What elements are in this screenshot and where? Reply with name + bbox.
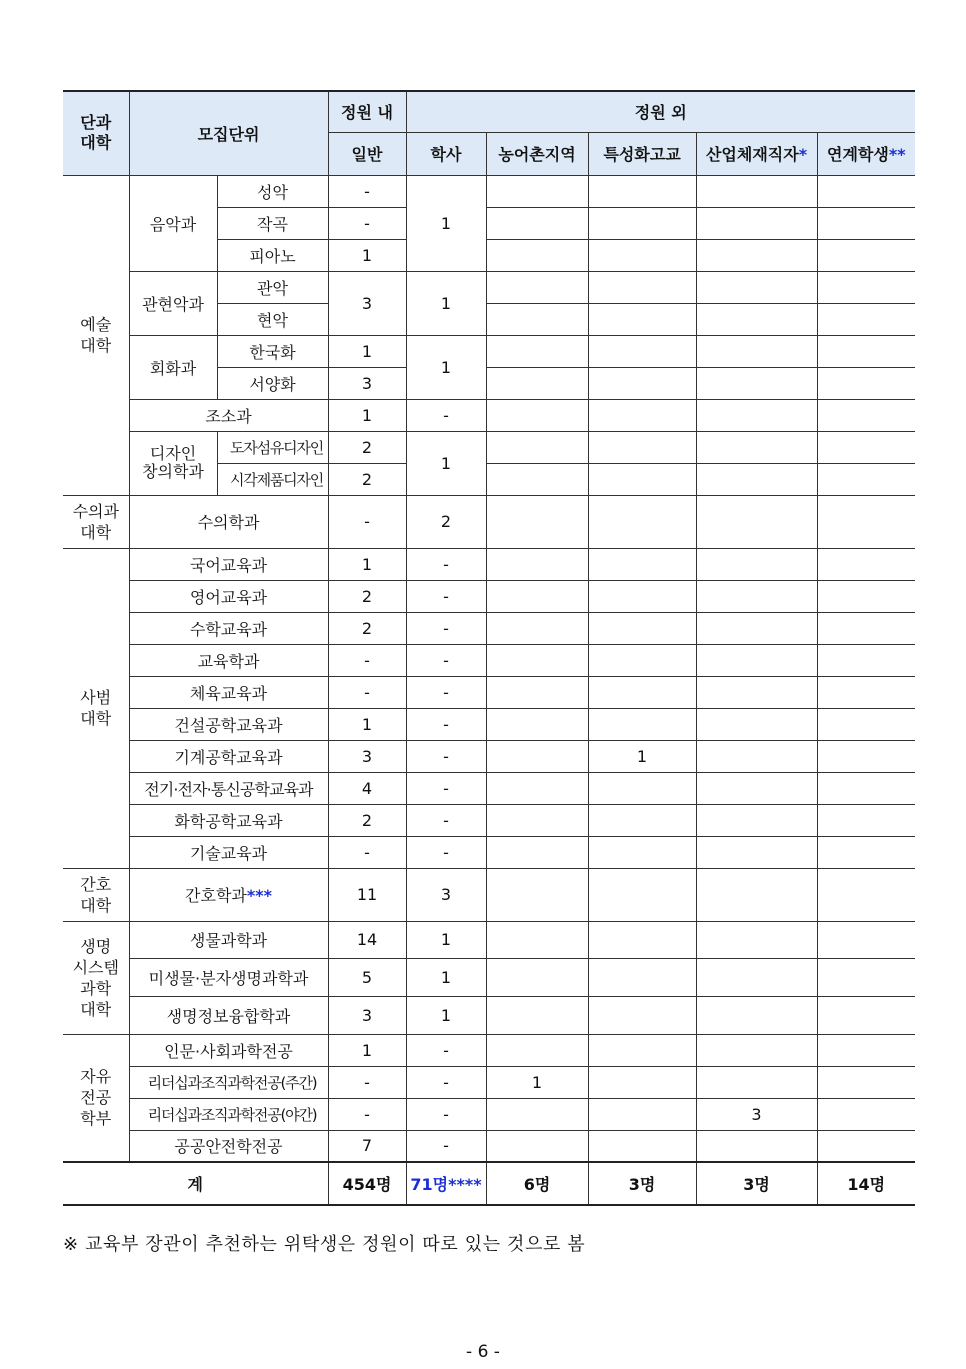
cell-bachelor: - bbox=[406, 580, 486, 612]
cell-general: 2 bbox=[328, 580, 406, 612]
subunit-piano: 피아노 bbox=[217, 239, 328, 271]
admission-quota-table bbox=[63, 90, 915, 1206]
cell-bachelor: - bbox=[406, 1034, 486, 1066]
unit-public-safety: 공공안전학전공 bbox=[129, 1130, 328, 1162]
subunit-vocal: 성악 bbox=[217, 175, 328, 207]
unit-electrical-edu: 전기·전자·통신공학교육과 bbox=[129, 772, 328, 804]
total-industrial: 3명 bbox=[696, 1162, 817, 1205]
table-row bbox=[63, 921, 915, 958]
cell-general: 3 bbox=[328, 367, 406, 399]
unit-chemical-edu: 화학공학교육과 bbox=[129, 804, 328, 836]
cell-general: 2 bbox=[328, 463, 406, 495]
unit-painting: 회화과 bbox=[129, 335, 217, 399]
table-row bbox=[63, 836, 915, 868]
table-row bbox=[63, 740, 915, 772]
table-row bbox=[63, 958, 915, 996]
cell-general: - bbox=[328, 1098, 406, 1130]
unit-music: 음악과 bbox=[129, 175, 217, 271]
cell-general: 3 bbox=[328, 996, 406, 1034]
total-general: 454명 bbox=[328, 1162, 406, 1205]
unit-mechanical-edu: 기계공학교육과 bbox=[129, 740, 328, 772]
unit-math-edu: 수학교육과 bbox=[129, 612, 328, 644]
college-free-major: 자유 전공 학부 bbox=[63, 1034, 129, 1162]
table-row bbox=[63, 495, 915, 548]
cell-general: - bbox=[328, 495, 406, 548]
cell-bachelor: - bbox=[406, 804, 486, 836]
cell-general: - bbox=[328, 836, 406, 868]
table-row bbox=[63, 804, 915, 836]
unit-leadership-day: 리더십과조직과학전공(주간) bbox=[129, 1066, 328, 1098]
unit-bioinformatics: 생명정보융합학과 bbox=[129, 996, 328, 1034]
cell-bachelor: 3 bbox=[406, 868, 486, 921]
unit-humanities: 인문·사회과학전공 bbox=[129, 1034, 328, 1066]
table-row bbox=[63, 1066, 915, 1098]
unit-vetmed: 수의학과 bbox=[129, 495, 328, 548]
total-bachelor: 71명**** bbox=[406, 1162, 486, 1205]
cell-general: 1 bbox=[328, 548, 406, 580]
unit-leadership-night: 리더십과조직과학전공(야간) bbox=[129, 1098, 328, 1130]
table-row bbox=[63, 1034, 915, 1066]
college-vet: 수의과 대학 bbox=[63, 495, 129, 548]
table-row bbox=[63, 996, 915, 1034]
cell-bachelor: 1 bbox=[406, 431, 486, 495]
table-row bbox=[63, 868, 915, 921]
subunit-string: 현악 bbox=[217, 303, 328, 335]
table-row bbox=[63, 335, 915, 367]
subunit-visual-design: 시각제품디자인 bbox=[217, 463, 328, 495]
total-label: 계 bbox=[63, 1162, 328, 1205]
cell-bachelor: 1 bbox=[406, 271, 486, 335]
cell-general: - bbox=[328, 676, 406, 708]
cell-general: 3 bbox=[328, 271, 406, 335]
cell-general: - bbox=[328, 1066, 406, 1098]
college-edu: 사범 대학 bbox=[63, 548, 129, 868]
cell-bachelor: - bbox=[406, 1098, 486, 1130]
unit-design: 디자인 창의학과 bbox=[129, 431, 217, 495]
page-number: - 6 - bbox=[466, 1342, 500, 1362]
cell-bachelor: - bbox=[406, 1130, 486, 1162]
cell-bachelor: - bbox=[406, 708, 486, 740]
unit-nursing: 간호학과*** bbox=[129, 868, 328, 921]
table-row bbox=[63, 1130, 915, 1162]
footnote: ※ 교육부 장관이 추천하는 위탁생은 정원이 따로 있는 것으로 봄 bbox=[63, 1234, 586, 1255]
subunit-wind: 관악 bbox=[217, 271, 328, 303]
cell-general: - bbox=[328, 175, 406, 207]
cell-bachelor: 1 bbox=[406, 175, 486, 271]
table-row bbox=[63, 708, 915, 740]
table-row bbox=[63, 612, 915, 644]
unit-biology: 생물과학과 bbox=[129, 921, 328, 958]
cell-general: 1 bbox=[328, 708, 406, 740]
cell-general: 14 bbox=[328, 921, 406, 958]
cell-rural: 1 bbox=[486, 1066, 588, 1098]
header-special-hs: 특성화고교 bbox=[588, 132, 696, 175]
cell-general: - bbox=[328, 207, 406, 239]
table-row bbox=[63, 431, 915, 463]
cell-bachelor: - bbox=[406, 399, 486, 431]
table-row bbox=[63, 580, 915, 612]
unit-microbiology: 미생물·분자생명과학과 bbox=[129, 958, 328, 996]
header-linked: 연계학생** bbox=[817, 132, 915, 175]
header-industrial: 산업체재직자* bbox=[696, 132, 817, 175]
cell-general: 7 bbox=[328, 1130, 406, 1162]
cell-general: 2 bbox=[328, 804, 406, 836]
cell-bachelor: 1 bbox=[406, 335, 486, 399]
cell-bachelor: 1 bbox=[406, 996, 486, 1034]
cell-bachelor: 1 bbox=[406, 921, 486, 958]
table-row bbox=[63, 271, 915, 303]
table-row bbox=[63, 1098, 915, 1130]
unit-construction-edu: 건설공학교육과 bbox=[129, 708, 328, 740]
total-row bbox=[63, 1162, 915, 1205]
cell-bachelor: - bbox=[406, 740, 486, 772]
cell-general: 5 bbox=[328, 958, 406, 996]
unit-pe-edu: 체육교육과 bbox=[129, 676, 328, 708]
unit-education: 교육학과 bbox=[129, 644, 328, 676]
cell-general: 1 bbox=[328, 399, 406, 431]
cell-bachelor: - bbox=[406, 612, 486, 644]
cell-bachelor: 1 bbox=[406, 958, 486, 996]
cell-industrial: 3 bbox=[696, 1098, 817, 1130]
cell-general: 3 bbox=[328, 740, 406, 772]
subunit-western-painting: 서양화 bbox=[217, 367, 328, 399]
cell-general: 1 bbox=[328, 1034, 406, 1066]
table-row bbox=[63, 676, 915, 708]
cell-bachelor: - bbox=[406, 1066, 486, 1098]
table-row bbox=[63, 772, 915, 804]
college-nursing: 간호 대학 bbox=[63, 868, 129, 921]
cell-general: 11 bbox=[328, 868, 406, 921]
cell-general: 2 bbox=[328, 431, 406, 463]
table-row bbox=[63, 548, 915, 580]
cell-bachelor: 2 bbox=[406, 495, 486, 548]
total-special-hs: 3명 bbox=[588, 1162, 696, 1205]
table-row bbox=[63, 399, 915, 431]
subunit-compose: 작곡 bbox=[217, 207, 328, 239]
unit-korean-edu: 국어교육과 bbox=[129, 548, 328, 580]
cell-bachelor: - bbox=[406, 548, 486, 580]
cell-bachelor: - bbox=[406, 836, 486, 868]
cell-bachelor: - bbox=[406, 772, 486, 804]
header-unit: 모집단위 bbox=[129, 91, 328, 175]
total-linked: 14명 bbox=[817, 1162, 915, 1205]
header-outside: 정원 외 bbox=[406, 91, 915, 132]
subunit-ceramic-design: 도자섬유디자인 bbox=[217, 431, 328, 463]
header-general: 일반 bbox=[328, 132, 406, 175]
unit-sculpture: 조소과 bbox=[129, 399, 328, 431]
header-rural: 농어촌지역 bbox=[486, 132, 588, 175]
subunit-korean-painting: 한국화 bbox=[217, 335, 328, 367]
cell-special-hs: 1 bbox=[588, 740, 696, 772]
header-college: 단과 대학 bbox=[63, 91, 129, 175]
table-row bbox=[63, 175, 915, 207]
header-bachelor: 학사 bbox=[406, 132, 486, 175]
unit-tech-edu: 기술교육과 bbox=[129, 836, 328, 868]
cell-general: - bbox=[328, 644, 406, 676]
college-life-sciences: 생명 시스템 과학 대학 bbox=[63, 921, 129, 1034]
cell-general: 4 bbox=[328, 772, 406, 804]
header-inside: 정원 내 bbox=[328, 91, 406, 132]
total-rural: 6명 bbox=[486, 1162, 588, 1205]
unit-orchestra: 관현악과 bbox=[129, 271, 217, 335]
table-row bbox=[63, 644, 915, 676]
cell-general: 1 bbox=[328, 335, 406, 367]
cell-general: 2 bbox=[328, 612, 406, 644]
cell-bachelor: - bbox=[406, 644, 486, 676]
unit-english-edu: 영어교육과 bbox=[129, 580, 328, 612]
cell-general: 1 bbox=[328, 239, 406, 271]
college-arts: 예술 대학 bbox=[63, 175, 129, 495]
cell-bachelor: - bbox=[406, 676, 486, 708]
